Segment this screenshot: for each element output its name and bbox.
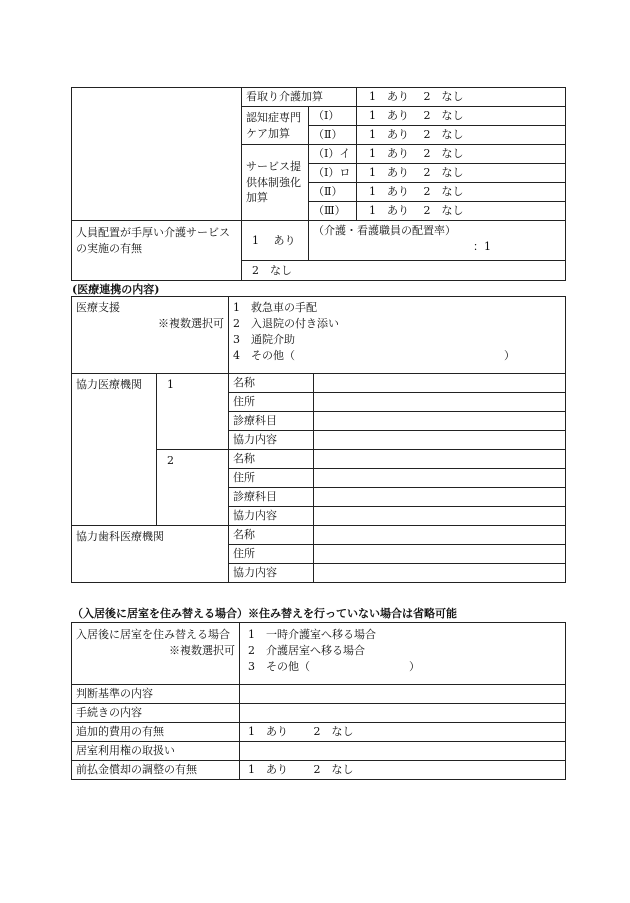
field-value [314, 488, 566, 507]
service-value-4: 1 あり 2 なし [357, 202, 566, 221]
field-value [314, 507, 566, 526]
row-label: 判断基準の内容 [72, 685, 240, 704]
field-label: 住所 [229, 469, 314, 488]
field-value [314, 393, 566, 412]
service-sub-4: （Ⅲ） [309, 202, 357, 221]
row-value [240, 685, 566, 704]
row-value [240, 704, 566, 723]
field-label: 協力内容 [229, 507, 314, 526]
jinin-label: 人員配置が手厚い介護サービス の実施の有無 [72, 221, 242, 281]
service-sub-3: （Ⅱ） [309, 183, 357, 202]
ninchi-value-2: 1 あり 2 なし [357, 126, 566, 145]
field-value [314, 450, 566, 469]
field-value [314, 412, 566, 431]
service-sub-1: （Ⅰ）イ [309, 145, 357, 164]
kyoryoku-num-1: 1 [157, 374, 229, 450]
shien-label: 医療支援 ※複数選択可 [72, 297, 229, 374]
field-value [314, 431, 566, 450]
ninchi-sub-1: （Ⅰ） [309, 107, 357, 126]
iryo-heading: (医療連携の内容) [72, 283, 160, 296]
kyoryoku-label: 協力医療機関 [72, 374, 157, 526]
sumikae-label: 入居後に居室を住み替える場合 ※複数選択可 [72, 623, 240, 685]
field-value [314, 545, 566, 564]
field-value [314, 526, 566, 545]
row-label: 手続きの内容 [72, 704, 240, 723]
blank-cell [72, 88, 242, 221]
kyoryoku-num-2: 2 [157, 450, 229, 526]
field-label: 協力内容 [229, 431, 314, 450]
jinin-ratio: （介護・看護職員の配置率） ：1 [309, 221, 566, 261]
jinin-nashi: 2 なし [242, 261, 566, 281]
row-label: 居室利用権の取扱い [72, 742, 240, 761]
field-label: 診療科目 [229, 412, 314, 431]
sumikae-table [71, 622, 566, 780]
field-label: 住所 [229, 545, 314, 564]
row-value [240, 742, 566, 761]
service-value-2: 1 あり 2 なし [357, 164, 566, 183]
shika-label: 協力歯科医療機関 [72, 526, 229, 583]
field-value [314, 564, 566, 583]
field-label: 名称 [229, 374, 314, 393]
addition-table [71, 87, 566, 281]
mitori-value: 1 あり 2 なし [357, 88, 566, 107]
ninchi-value-1: 1 あり 2 なし [357, 107, 566, 126]
row-label: 追加的費用の有無 [72, 723, 240, 742]
service-sub-2: （Ⅰ）ロ [309, 164, 357, 183]
service-value-3: 1 あり 2 なし [357, 183, 566, 202]
mitori-label: 看取り介護加算 [242, 88, 357, 107]
shien-options: 1 救急車の手配 2 入退院の付き添い 3 通院介助 4 その他（ ） [229, 297, 566, 374]
jinin-ari: 1 あり [242, 221, 309, 261]
row-label: 前払金償却の調整の有無 [72, 761, 240, 780]
ninchi-sub-2: （Ⅱ） [309, 126, 357, 145]
service-label: サービス提 供体制強化 加算 [242, 145, 309, 221]
field-label: 診療科目 [229, 488, 314, 507]
sumikae-options: 1 一時介護室へ移る場合 2 介護居室へ移る場合 3 その他（ ） [240, 623, 566, 685]
field-label: 住所 [229, 393, 314, 412]
field-label: 協力内容 [229, 564, 314, 583]
ninchi-label: 認知症専門 ケア加算 [242, 107, 309, 145]
iryo-table [71, 296, 566, 583]
row-value: 1 あり 2 なし [240, 761, 566, 780]
field-value [314, 469, 566, 488]
field-label: 名称 [229, 526, 314, 545]
service-value-1: 1 あり 2 なし [357, 145, 566, 164]
field-label: 名称 [229, 450, 314, 469]
row-value: 1 あり 2 なし [240, 723, 566, 742]
field-value [314, 374, 566, 393]
kyoshitsu-heading: （入居後に居室を住み替える場合）※住み替えを行っていない場合は省略可能 [72, 607, 457, 620]
